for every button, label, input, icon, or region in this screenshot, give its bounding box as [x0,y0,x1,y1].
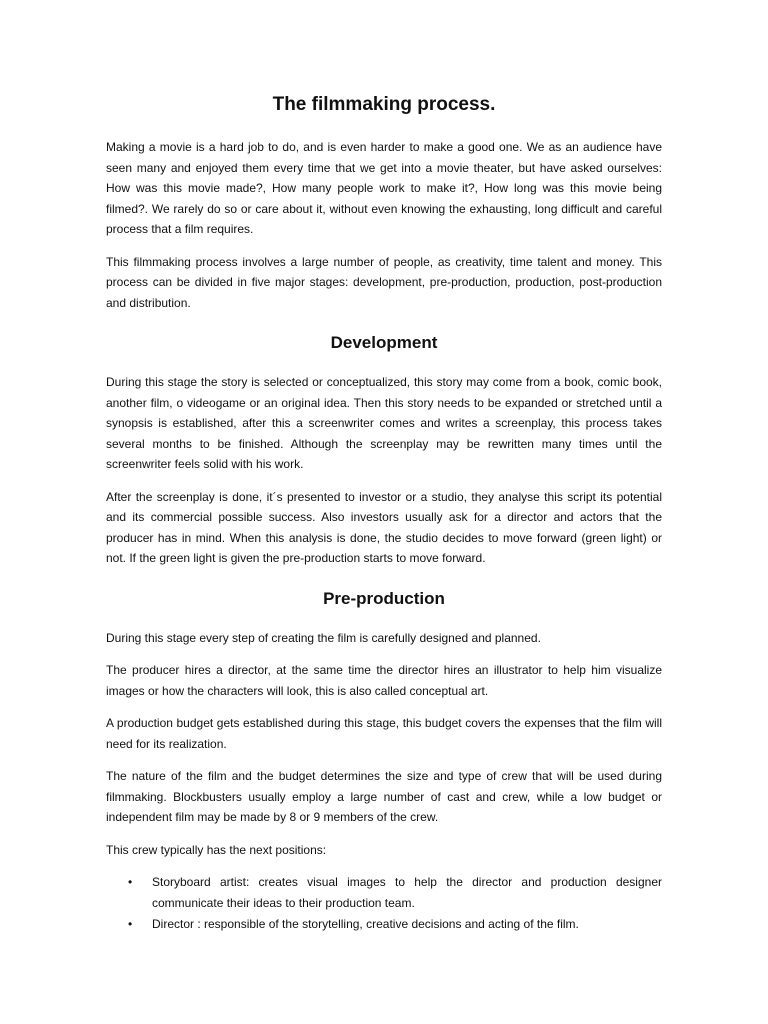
preproduction-paragraph-2: The producer hires a director, at the same time the director hires an illustrator to help him visualize images or how the characters will look, this is also called conceptual art. [106,663,662,698]
preproduction-paragraph-5: This crew typically has the next positions: [106,842,327,857]
development-paragraph-1: During this stage the story is selected or conceptualized, this story may come from a book, comic book, another film, o videogame or an original idea. Then this story needs to be expanded or stretched until a synopsis is established, after this a screenwriter comes and writes a screenplay, this process takes several months to be finished. Although the screenplay may be rewritten many times until the screenwriter feels solid with his work. [106,375,662,471]
preproduction-paragraph-1: During this stage every step of creating the film is carefully designed and planned. [106,630,541,645]
preproduction-paragraph-4: The nature of the film and the budget determines the size and type of crew that will be used during filmmaking. Blockbusters usually employ a large number of cast and crew, while a low budget or independent film may be made by 8 or 9 members of the crew. [106,769,662,824]
list-item-text: Director : responsible of the storytelling, creative decisions and acting of the film. [152,917,579,931]
bullet-icon: • [128,917,133,931]
list-item-text: Storyboard artist: creates visual images to help the director and production designer communicate their ideas to their production team. [152,875,662,910]
development-heading: Development [330,333,438,352]
document-title: The filmmaking process. [272,94,496,115]
preproduction-heading: Pre-production [323,588,445,608]
document-page [106,92,662,936]
preproduction-paragraph-3: A production budget gets established during this stage, this budget covers the expenses that the film will need for its realization. [106,716,662,751]
crew-positions-list [106,872,662,935]
list-item [106,914,662,935]
list-item [106,872,662,913]
intro-paragraph-1: Making a movie is a hard job to do, and is even harder to make a good one. We as an audience have seen many and enjoyed them every time that we get into a movie theater, but have asked ourselves: How was this movie made?, How many people work to make it?, How long was this movie being filmed?. We rarely do so or care about it, without even knowing the exhausting, long difficult and careful process that a film requires. [106,140,662,236]
development-paragraph-2: After the screenplay is done, it´s presented to investor or a studio, they analyse this script its potential and its commercial possible success. Also investors usually ask for a director and actors that the producer has in mind. When this analysis is done, the studio decides to move forward (green light) or not. If the green light is given the pre-production starts to move forward. [106,489,662,565]
bullet-icon: • [128,875,133,889]
intro-paragraph-2: This filmmaking process involves a large number of people, as creativity, time talent and money. This process can be divided in five major stages: development, pre-production, production, post-production and distribution. [106,254,662,310]
